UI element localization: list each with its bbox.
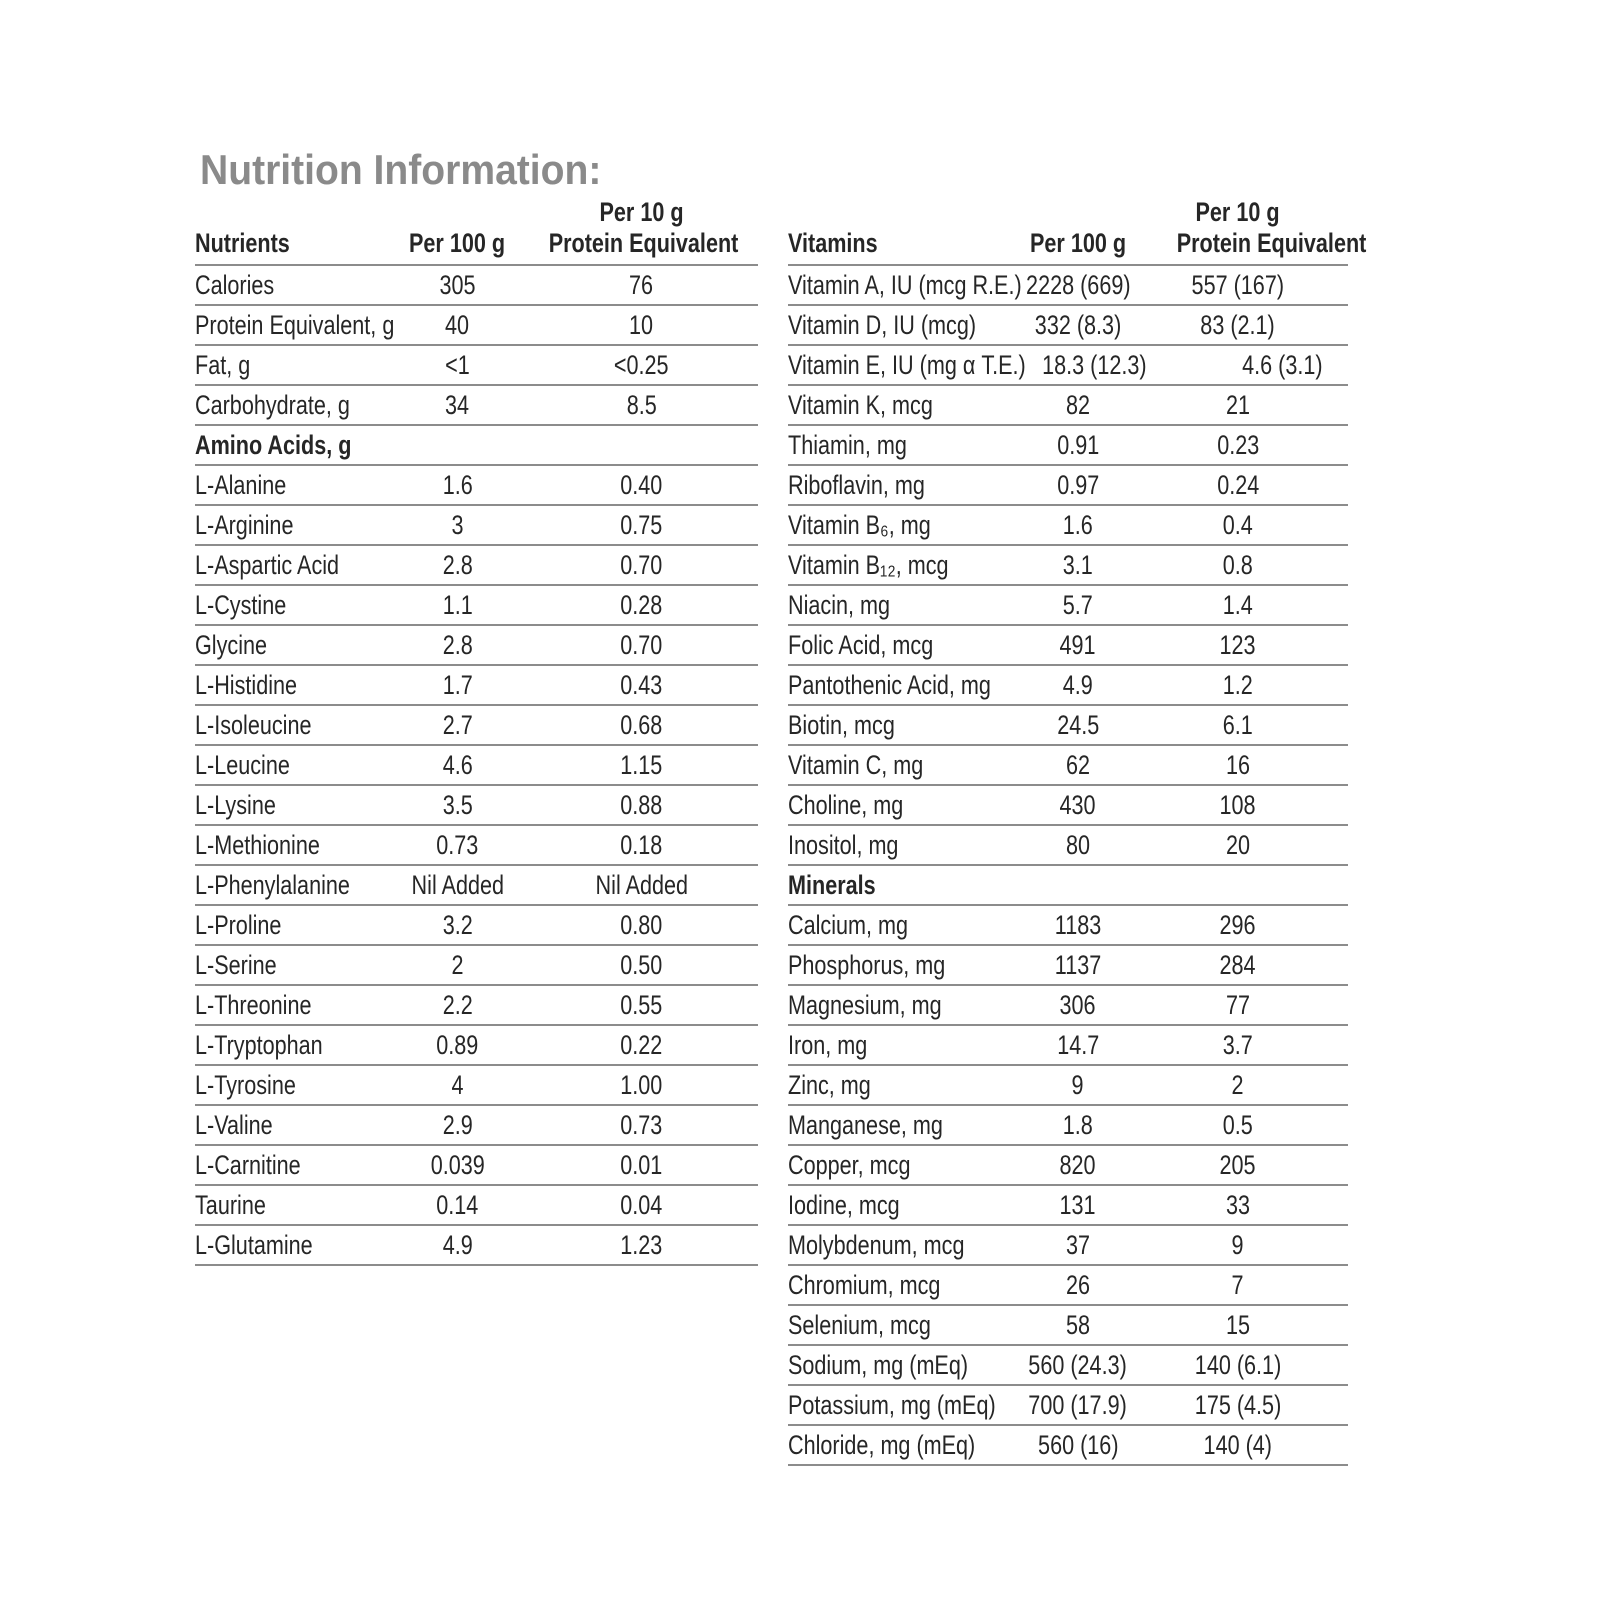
per-10g-value: 284 bbox=[1153, 945, 1348, 985]
per-10g-value: 1.15 bbox=[525, 745, 758, 785]
table-row bbox=[788, 1345, 1348, 1385]
per-10g-value: 175 (4.5) bbox=[1153, 1385, 1348, 1425]
nutrient-label: L-Carnitine bbox=[195, 1145, 390, 1185]
table-row bbox=[788, 465, 1348, 505]
per-100g-value: 3.1 bbox=[1003, 545, 1153, 585]
table-row bbox=[788, 585, 1348, 625]
per-10g-value: 8.5 bbox=[525, 385, 758, 425]
table-row bbox=[195, 505, 758, 545]
per-100g-value: 491 bbox=[1003, 625, 1153, 665]
per-100g-value: 18.3 (12.3) bbox=[1003, 345, 1153, 385]
nutrients-table bbox=[195, 196, 758, 1266]
header-row-top bbox=[788, 196, 1348, 228]
header-spacer bbox=[195, 196, 390, 228]
nutrient-label: Potassium, mg (mEq) bbox=[788, 1385, 1003, 1425]
table-row bbox=[788, 825, 1348, 865]
nutrient-label: Zinc, mg bbox=[788, 1065, 1003, 1105]
table-row bbox=[788, 945, 1348, 985]
per-100g-value: 0.89 bbox=[390, 1025, 525, 1065]
nutrient-label: Sodium, mg (mEq) bbox=[788, 1345, 1003, 1385]
per-10g-value: 296 bbox=[1153, 905, 1348, 945]
nutrient-label: L-Serine bbox=[195, 945, 390, 985]
table-row bbox=[195, 465, 758, 505]
per-100g-value: 24.5 bbox=[1003, 705, 1153, 745]
per-10g-value: 0.68 bbox=[525, 705, 758, 745]
per-10g-value: 76 bbox=[525, 265, 758, 305]
per-100g-value: 0.039 bbox=[390, 1145, 525, 1185]
header-row-bottom bbox=[195, 228, 758, 265]
per-10g-value: 0.70 bbox=[525, 625, 758, 665]
per-10g-header-line1: Per 10 g bbox=[1195, 197, 1281, 227]
table-row bbox=[195, 385, 758, 425]
per-100g-value: 2.8 bbox=[390, 545, 525, 585]
nutrient-label: L-Valine bbox=[195, 1105, 390, 1145]
per-100g-value: 2.2 bbox=[390, 985, 525, 1025]
table-row bbox=[788, 985, 1348, 1025]
per-10g-value: 2 bbox=[1153, 1065, 1348, 1105]
per-100g-value: 820 bbox=[1003, 1145, 1153, 1185]
table-row bbox=[195, 905, 758, 945]
per-10g-value: 0.55 bbox=[525, 985, 758, 1025]
table-row bbox=[788, 625, 1348, 665]
per-10g-value: 10 bbox=[525, 305, 758, 345]
table-row bbox=[788, 1065, 1348, 1105]
per-100g-value: 430 bbox=[1003, 785, 1153, 825]
per-10g-value: 1.2 bbox=[1153, 665, 1348, 705]
per-100g-value: 2.9 bbox=[390, 1105, 525, 1145]
per-100g-value: 1.6 bbox=[1003, 505, 1153, 545]
per-10g-value: 77 bbox=[1153, 985, 1348, 1025]
per-100g-value: 2.7 bbox=[390, 705, 525, 745]
nutrient-label: L-Lysine bbox=[195, 785, 390, 825]
table-row bbox=[788, 1025, 1348, 1065]
table-row bbox=[195, 745, 758, 785]
per-100g-value: 306 bbox=[1003, 985, 1153, 1025]
per-100g-value: 58 bbox=[1003, 1305, 1153, 1345]
per-10g-value: Nil Added bbox=[525, 865, 758, 905]
per-100g-value: 2.8 bbox=[390, 625, 525, 665]
per-10g-value: 108 bbox=[1153, 785, 1348, 825]
nutrient-label: Riboflavin, mg bbox=[788, 465, 1003, 505]
nutrient-label: Biotin, mcg bbox=[788, 705, 1003, 745]
nutrient-label: L-Methionine bbox=[195, 825, 390, 865]
per-100g-value: 26 bbox=[1003, 1265, 1153, 1305]
per-10g-value: 16 bbox=[1153, 745, 1348, 785]
section-label: Amino Acids, g bbox=[195, 425, 758, 465]
table-row bbox=[195, 1065, 758, 1105]
per-100g-value: 332 (8.3) bbox=[1003, 305, 1153, 345]
table-row bbox=[788, 665, 1348, 705]
table-row bbox=[788, 545, 1348, 585]
per-100g-value: 14.7 bbox=[1003, 1025, 1153, 1065]
table-row bbox=[788, 1145, 1348, 1185]
table-row bbox=[195, 665, 758, 705]
per-10g-value: 0.40 bbox=[525, 465, 758, 505]
nutrient-label: Calcium, mg bbox=[788, 905, 1003, 945]
table-row bbox=[788, 1305, 1348, 1345]
nutrient-label: Thiamin, mg bbox=[788, 425, 1003, 465]
per-10g-header-line2: Protein Equivalent bbox=[1153, 228, 1348, 265]
per-100g-value: <1 bbox=[390, 345, 525, 385]
per-100g-value: 1183 bbox=[1003, 905, 1153, 945]
nutrients-column-header: Nutrients bbox=[195, 228, 390, 265]
nutrient-label: L-Leucine bbox=[195, 745, 390, 785]
nutrient-label: Fat, g bbox=[195, 345, 390, 385]
per-10g-value: 21 bbox=[1153, 385, 1348, 425]
nutrient-label: Vitamin A, IU (mcg R.E.) bbox=[788, 265, 1003, 305]
nutrient-label: L-Glutamine bbox=[195, 1225, 390, 1265]
per-100g-value: 9 bbox=[1003, 1065, 1153, 1105]
nutrient-label: Folic Acid, mcg bbox=[788, 625, 1003, 665]
nutrient-label: L-Tryptophan bbox=[195, 1025, 390, 1065]
per-100g-value: 5.7 bbox=[1003, 585, 1153, 625]
table-row bbox=[195, 1105, 758, 1145]
nutrient-label: Manganese, mg bbox=[788, 1105, 1003, 1145]
per-10g-value: 0.50 bbox=[525, 945, 758, 985]
table-row bbox=[788, 705, 1348, 745]
per-100g-value: 700 (17.9) bbox=[1003, 1385, 1153, 1425]
nutrient-label: Chromium, mcg bbox=[788, 1265, 1003, 1305]
per-10g-value: 4.6 (3.1) bbox=[1153, 345, 1348, 385]
nutrient-label: Vitamin B₆, mg bbox=[788, 505, 1003, 545]
table-row bbox=[788, 745, 1348, 785]
per-100g-value: 4.9 bbox=[390, 1225, 525, 1265]
per-100g-value: 4.6 bbox=[390, 745, 525, 785]
nutrients-table-body bbox=[195, 265, 758, 1265]
per-10g-value: <0.25 bbox=[525, 345, 758, 385]
nutrient-label: L-Proline bbox=[195, 905, 390, 945]
nutrient-label: L-Cystine bbox=[195, 585, 390, 625]
per-10g-value: 0.8 bbox=[1153, 545, 1348, 585]
per-100g-value: 34 bbox=[390, 385, 525, 425]
per-100g-value: 82 bbox=[1003, 385, 1153, 425]
table-row bbox=[195, 825, 758, 865]
per-10g-value: 7 bbox=[1153, 1265, 1348, 1305]
per-100g-value: 0.14 bbox=[390, 1185, 525, 1225]
nutrient-label: Calories bbox=[195, 265, 390, 305]
per-10g-value: 123 bbox=[1153, 625, 1348, 665]
nutrient-label: L-Tyrosine bbox=[195, 1065, 390, 1105]
nutrient-label: Molybdenum, mcg bbox=[788, 1225, 1003, 1265]
nutrient-label: L-Histidine bbox=[195, 665, 390, 705]
nutrient-label: L-Isoleucine bbox=[195, 705, 390, 745]
table-row bbox=[195, 345, 758, 385]
table-row bbox=[788, 1105, 1348, 1145]
table-row bbox=[195, 625, 758, 665]
per-10g-value: 140 (4) bbox=[1153, 1425, 1348, 1465]
per-100g-value: 0.91 bbox=[1003, 425, 1153, 465]
vitamins-column-header: Vitamins bbox=[788, 228, 1003, 265]
per-10g-value: 0.75 bbox=[525, 505, 758, 545]
per-100g-value: 560 (16) bbox=[1003, 1425, 1153, 1465]
per-100g-value: 305 bbox=[390, 265, 525, 305]
nutrient-label: Pantothenic Acid, mg bbox=[788, 665, 1003, 705]
table-row bbox=[788, 1225, 1348, 1265]
section-header-row bbox=[788, 865, 1348, 905]
per-100g-value: 2228 (669) bbox=[1003, 265, 1153, 305]
per-10g-value: 0.70 bbox=[525, 545, 758, 585]
nutrient-label: Protein Equivalent, g bbox=[195, 305, 390, 345]
table-row bbox=[788, 345, 1348, 385]
nutrient-label: Copper, mcg bbox=[788, 1145, 1003, 1185]
per-10g-value: 140 (6.1) bbox=[1153, 1345, 1348, 1385]
per-100g-value: 62 bbox=[1003, 745, 1153, 785]
per-10g-value: 557 (167) bbox=[1153, 265, 1348, 305]
per-10g-value: 1.00 bbox=[525, 1065, 758, 1105]
table-row bbox=[195, 1145, 758, 1185]
nutrient-label: L-Phenylalanine bbox=[195, 865, 390, 905]
per-100g-value: 3.2 bbox=[390, 905, 525, 945]
per-100g-value: 1.8 bbox=[1003, 1105, 1153, 1145]
section-label: Minerals bbox=[788, 865, 1348, 905]
table-row bbox=[788, 305, 1348, 345]
nutrient-label: Niacin, mg bbox=[788, 585, 1003, 625]
per-10g-value: 0.23 bbox=[1153, 425, 1348, 465]
table-row bbox=[788, 1265, 1348, 1305]
section-header-row bbox=[195, 425, 758, 465]
per-100g-value: 1.1 bbox=[390, 585, 525, 625]
table-row bbox=[788, 385, 1348, 425]
per-10g-value: 1.4 bbox=[1153, 585, 1348, 625]
nutrient-label: Glycine bbox=[195, 625, 390, 665]
header-row-top bbox=[195, 196, 758, 228]
table-row bbox=[195, 1225, 758, 1265]
table-row bbox=[788, 425, 1348, 465]
per-10g-value: 0.5 bbox=[1153, 1105, 1348, 1145]
table-row bbox=[788, 905, 1348, 945]
per-100g-value: 2 bbox=[390, 945, 525, 985]
per-100g-value: 1.6 bbox=[390, 465, 525, 505]
table-row bbox=[195, 265, 758, 305]
table-row bbox=[195, 785, 758, 825]
per-100g-value: 40 bbox=[390, 305, 525, 345]
vitamins-minerals-table bbox=[788, 196, 1367, 1466]
table-row bbox=[195, 1025, 758, 1065]
per-10g-value: 33 bbox=[1153, 1185, 1348, 1225]
per-10g-value: 9 bbox=[1153, 1225, 1348, 1265]
table-row bbox=[788, 785, 1348, 825]
header-row-bottom bbox=[788, 228, 1348, 265]
table-row bbox=[195, 585, 758, 625]
nutrient-label: Iron, mg bbox=[788, 1025, 1003, 1065]
per-10g-header-line1: Per 10 g bbox=[599, 197, 684, 227]
nutrient-label: Selenium, mcg bbox=[788, 1305, 1003, 1345]
per-10g-value: 0.01 bbox=[525, 1145, 758, 1185]
nutrient-label: Carbohydrate, g bbox=[195, 385, 390, 425]
per-10g-value: 20 bbox=[1153, 825, 1348, 865]
per-100g-value: 1137 bbox=[1003, 945, 1153, 985]
per-100g-value: 4.9 bbox=[1003, 665, 1153, 705]
table-row bbox=[195, 865, 758, 905]
header-spacer bbox=[1003, 196, 1153, 228]
per-100g-value: 131 bbox=[1003, 1185, 1153, 1225]
per-10g-value: 0.80 bbox=[525, 905, 758, 945]
nutrient-label: Vitamin B₁₂, mcg bbox=[788, 545, 1003, 585]
nutrient-label: Taurine bbox=[195, 1185, 390, 1225]
vitamins-minerals-table-body bbox=[788, 265, 1348, 1465]
nutrient-label: L-Aspartic Acid bbox=[195, 545, 390, 585]
per-100g-value: 3 bbox=[390, 505, 525, 545]
table-row bbox=[788, 1385, 1348, 1425]
nutrient-label: Phosphorus, mg bbox=[788, 945, 1003, 985]
per-10g-value: 0.88 bbox=[525, 785, 758, 825]
per-100g-value: 80 bbox=[1003, 825, 1153, 865]
table-row bbox=[195, 305, 758, 345]
table-row bbox=[195, 1185, 758, 1225]
table-row bbox=[788, 1425, 1348, 1465]
table-row bbox=[195, 945, 758, 985]
header-spacer bbox=[788, 196, 1003, 228]
per-10g-value: 0.24 bbox=[1153, 465, 1348, 505]
per-10g-value: 0.4 bbox=[1153, 505, 1348, 545]
per-10g-value: 0.18 bbox=[525, 825, 758, 865]
table-row bbox=[788, 265, 1348, 305]
nutrient-label: L-Alanine bbox=[195, 465, 390, 505]
header-spacer bbox=[390, 196, 525, 228]
page-title: Nutrition Information: bbox=[200, 146, 602, 193]
per-100g-value: 0.97 bbox=[1003, 465, 1153, 505]
nutrient-label: Choline, mg bbox=[788, 785, 1003, 825]
per-10g-value: 0.43 bbox=[525, 665, 758, 705]
table-row bbox=[788, 505, 1348, 545]
per-10g-value: 0.22 bbox=[525, 1025, 758, 1065]
nutrient-label: Chloride, mg (mEq) bbox=[788, 1425, 1003, 1465]
per-100g-value: 0.73 bbox=[390, 825, 525, 865]
per-10g-header-line2: Protein Equivalent bbox=[525, 228, 758, 265]
table-row bbox=[195, 985, 758, 1025]
nutrient-label: L-Arginine bbox=[195, 505, 390, 545]
per-10g-value: 15 bbox=[1153, 1305, 1348, 1345]
per-100g-column-header: Per 100 g bbox=[390, 228, 525, 265]
per-10g-value: 0.04 bbox=[525, 1185, 758, 1225]
per-10g-value: 1.23 bbox=[525, 1225, 758, 1265]
nutrient-label: Magnesium, mg bbox=[788, 985, 1003, 1025]
per-100g-value: 560 (24.3) bbox=[1003, 1345, 1153, 1385]
per-100g-column-header: Per 100 g bbox=[1003, 228, 1153, 265]
nutrient-label: Vitamin K, mcg bbox=[788, 385, 1003, 425]
nutrient-label: Iodine, mcg bbox=[788, 1185, 1003, 1225]
nutrient-label: Vitamin C, mg bbox=[788, 745, 1003, 785]
per-10g-value: 3.7 bbox=[1153, 1025, 1348, 1065]
per-10g-value: 6.1 bbox=[1153, 705, 1348, 745]
per-100g-value: Nil Added bbox=[390, 865, 525, 905]
table-row bbox=[195, 705, 758, 745]
per-100g-value: 37 bbox=[1003, 1225, 1153, 1265]
nutrient-label: Inositol, mg bbox=[788, 825, 1003, 865]
per-10g-value: 0.28 bbox=[525, 585, 758, 625]
table-row bbox=[195, 545, 758, 585]
per-100g-value: 1.7 bbox=[390, 665, 525, 705]
table-row bbox=[788, 1185, 1348, 1225]
per-100g-value: 3.5 bbox=[390, 785, 525, 825]
nutrient-label: L-Threonine bbox=[195, 985, 390, 1025]
per-100g-value: 4 bbox=[390, 1065, 525, 1105]
per-10g-value: 83 (2.1) bbox=[1153, 305, 1348, 345]
per-10g-value: 0.73 bbox=[525, 1105, 758, 1145]
nutrient-label: Vitamin D, IU (mcg) bbox=[788, 305, 1003, 345]
per-10g-value: 205 bbox=[1153, 1145, 1348, 1185]
nutrient-label: Vitamin E, IU (mg α T.E.) bbox=[788, 345, 1003, 385]
